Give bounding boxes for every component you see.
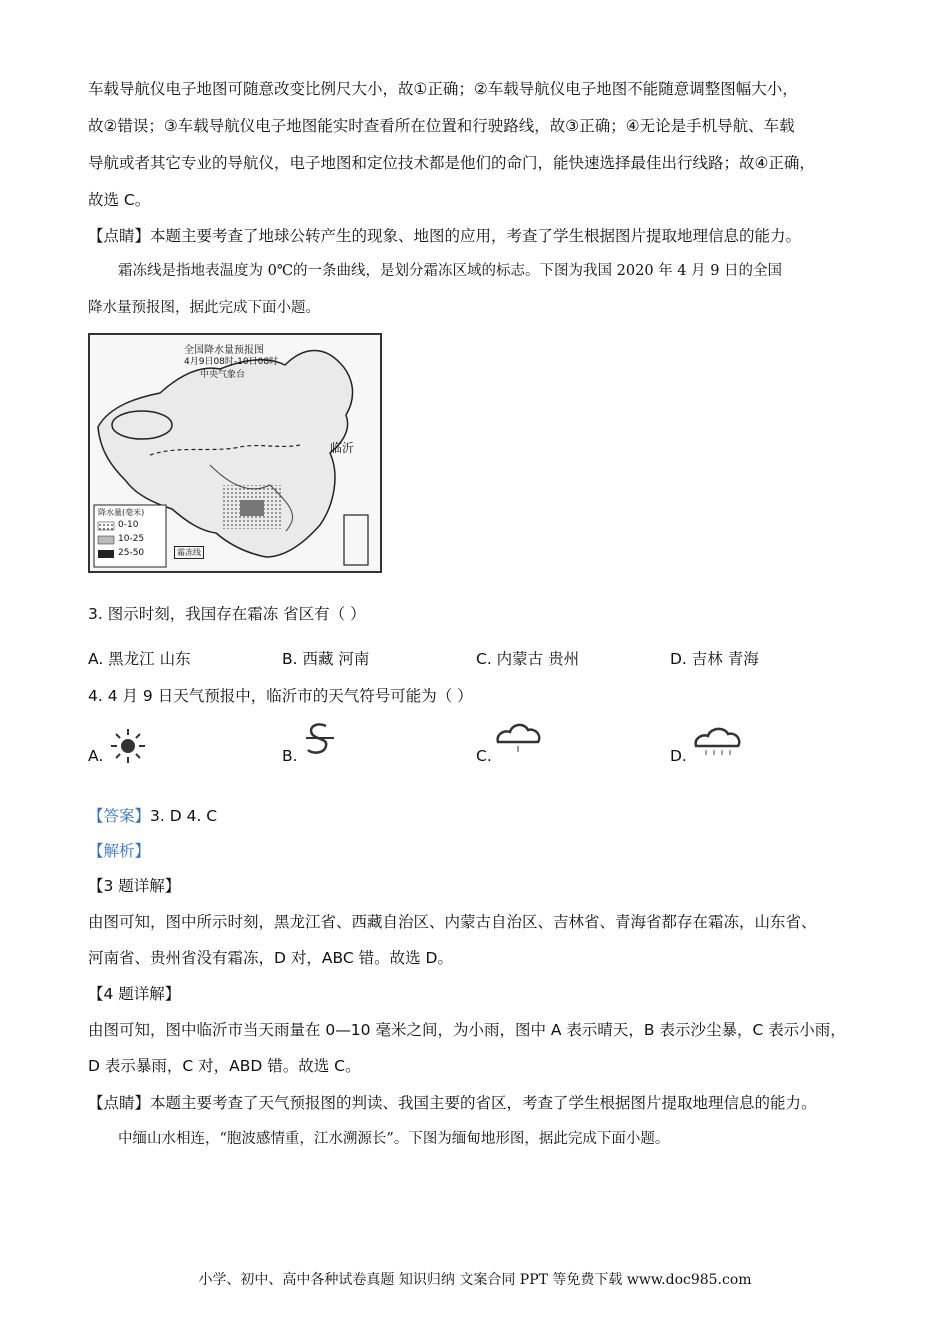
comment-tag: 【点睛】	[88, 227, 151, 245]
q4-option-b: B.	[282, 747, 298, 765]
analysis-tag: 【解析】	[88, 842, 151, 860]
intro-line: 霜冻线是指地表温度为 0℃的一条曲线，是划分霜冻区域的标志。下图为我国 2020 年 4 月 9 日的全国	[118, 263, 783, 279]
detail-3-line: 河南省、贵州省没有霜冻，D 对，ABC 错。故选 D。	[88, 949, 453, 967]
q4-option-a: A.	[88, 747, 104, 765]
paragraph-line: 故②错误；③车载导航仪电子地图能实时查看所在位置和行驶路线，故③正确；④无论是手机导航、车载	[88, 117, 795, 135]
sun-icon	[108, 726, 148, 766]
comment-tag: 【点睛】	[88, 1094, 151, 1112]
answer-text: 3. D 4. C	[150, 807, 218, 825]
precipitation-forecast-map	[88, 333, 382, 573]
comment-1	[88, 225, 801, 247]
comment-text: 本题主要考查了天气预报图的判读、我国主要的省区，考查了学生根据图片提取地理信息的能力。	[150, 1094, 817, 1112]
answer-tag: 【答案】	[88, 807, 151, 825]
q3-option-d: D. 吉林 青海	[670, 650, 759, 668]
legend-item: 0-10	[118, 520, 139, 530]
light-rain-icon	[492, 718, 544, 762]
question-4-stem: 4. 4 月 9 日天气预报中，临沂市的天气符号可能为（ ）	[88, 687, 473, 705]
detail-4-line: 由图可知，图中临沂市当天雨量在 0—10 毫米之间，为小雨，图中 A 表示晴天，B 表示沙尘暴，C 表示小雨，	[88, 1021, 846, 1039]
page-footer: 小学、初中、高中各种试卷真题 知识归纳 文案合同 PPT 等免费下载 www.doc985.com	[198, 1272, 752, 1288]
comment-text: 本题主要考查了地球公转产生的现象、地图的应用，考查了学生根据图片提取地理信息的能力。	[150, 227, 802, 245]
city-label-linyi: 临沂	[330, 441, 355, 455]
q4-option-d: D.	[670, 747, 687, 765]
answer-line	[88, 805, 217, 827]
q3-option-a: A. 黑龙江 山东	[88, 650, 191, 668]
detail-4-line: D 表示暴雨，C 对，ABD 错。故选 C。	[88, 1057, 361, 1075]
legend-title: 降水量(毫米)	[98, 508, 145, 517]
detail-4-tag: 【4 题详解】	[88, 985, 181, 1003]
map-title: 全国降水量预报图	[184, 345, 264, 356]
intro-2-line: 中缅山水相连，“胞波感情重，江水溯源长”。下图为缅甸地形图，据此完成下面小题。	[118, 1131, 670, 1147]
heavy-rain-icon	[690, 724, 746, 764]
paragraph-line: 车载导航仪电子地图可随意改变比例尺大小，故①正确；②车载导航仪电子地图不能随意调整图幅大小，	[88, 80, 798, 98]
q3-option-c: C. 内蒙古 贵州	[476, 650, 580, 668]
detail-3-tag: 【3 题详解】	[88, 877, 181, 895]
question-3-stem: 3. 图示时刻，我国存在霜冻 省区有（ ）	[88, 605, 366, 623]
map-subtitle: 4月9日08时-10日08时	[184, 357, 279, 367]
paragraph-line: 导航或者其它专业的导航仪，电子地图和定位技术都是他们的命门，能快速选择最佳出行线路；故④正确，	[88, 154, 815, 172]
detail-3-line: 由图可知，图中所示时刻，黑龙江省、西藏自治区、内蒙古自治区、吉林省、青海省都存在霜冻，山东省、	[88, 913, 817, 931]
q3-option-b: B. 西藏 河南	[282, 650, 370, 668]
legend-frost-line: 霜冻线	[174, 546, 204, 559]
legend-item: 10-25	[118, 534, 145, 544]
q4-option-c: C.	[476, 747, 492, 765]
comment-2	[88, 1092, 817, 1114]
paragraph-line: 故选 C。	[88, 191, 151, 209]
legend-item: 25-50	[118, 548, 145, 558]
map-source: 中央气象台	[200, 370, 246, 380]
sandstorm-icon	[300, 720, 340, 760]
intro-line: 降水量预报图，据此完成下面小题。	[88, 300, 320, 316]
